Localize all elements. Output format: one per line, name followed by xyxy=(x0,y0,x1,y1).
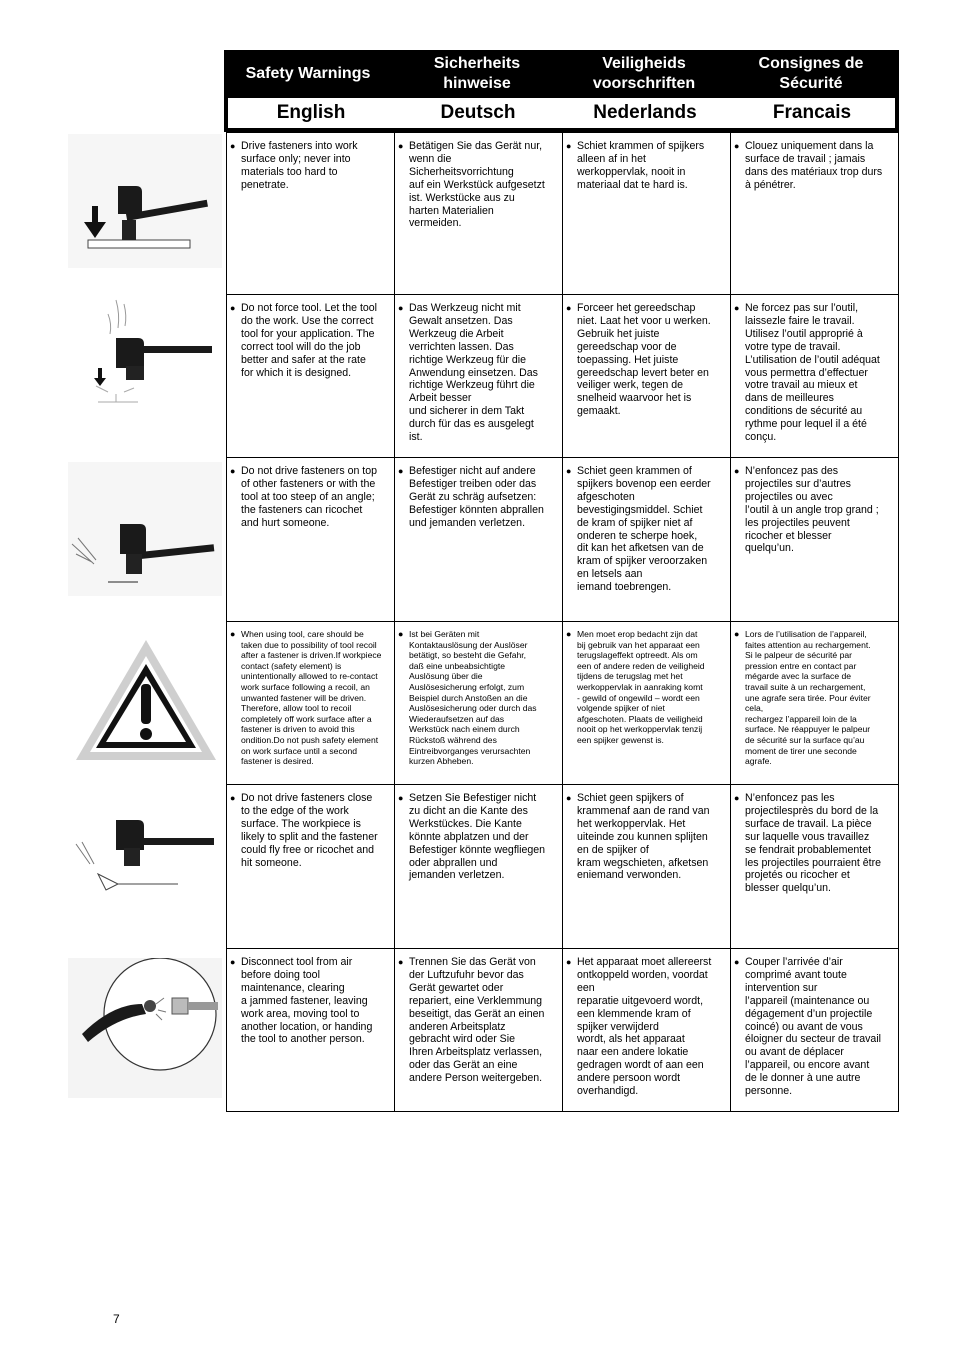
stapler-ricochet-illustration xyxy=(68,462,222,596)
cell-en xyxy=(227,785,395,949)
cell-en xyxy=(227,133,395,295)
warning-text: Das Werkzeug nicht mit Gewalt ansetzen. Das Werkzeug die Arbeit verrichten lassen. Das richtige Werkzeug für die Anwendung einsetzen. Das richtige Werkzeug führt die Arbeit besser und sicherer in dem Takt durch für das es ausgelegt ist. xyxy=(409,302,538,444)
warning-text: Ne forcez pas sur l’outil, laissezle faire le travail. Utilisez l’outil approprié à votre type de travail. L’utilisation de l’outil adéquat vous permettra d’effectuer votre travail au mieux et dans de meilleures conditions de sécurité au rythme pour lequel il a été conçu. xyxy=(745,302,880,444)
warning-text: Men moet erop bedacht zijn dat bij gebruik van het apparaat een terugslageffekt optreedt. Als om een of andere reden de veiligheid tijdens de terugslag met het werkoppervlak in aanraking komt - gewild of ongewild – wordt een volgende spijker of niet afgeschoten. Plaats de veiligheid nooit op het werkoppervlak tenzij een spijker gewenst is. xyxy=(577,629,705,745)
bullet-icon: ● xyxy=(230,957,236,967)
cell-de xyxy=(395,622,563,785)
cell-nl xyxy=(563,949,731,1112)
cell-nl xyxy=(563,622,731,785)
table-row xyxy=(227,949,899,1112)
warning-text: Do not drive fasteners close to the edge of the work surface. The workpiece is likely to split and the fastener could fly free or ricochet and hit someone. xyxy=(241,792,378,869)
warning-text: Drive fasteners into work surface only; never into materials too hard to penetrate. xyxy=(241,140,358,191)
warning-text: Forceer het gereedschap niet. Laat het voor u werken. Gebruik het juiste gereedschap voor de toepassing. Het juiste gereedschap levert beter en veiliger werk, tegen de snelheid waarvoor het is gemaakt. xyxy=(577,302,711,418)
warning-text: Trennen Sie das Gerät von der Luftzufuhr bevor das Gerät gewartet oder repariert, eine Verklemmung beseitigt, das Gerät an einen anderen Arbeitsplatz gebracht wird oder Sie Ihren Arbeitsplatz verlassen, oder das Gerät an eine andere Person weitergeben. xyxy=(409,956,545,1085)
cell-fr xyxy=(731,785,899,949)
table-row xyxy=(227,622,899,785)
table-row xyxy=(227,295,899,458)
bullet-icon: ● xyxy=(734,957,740,967)
header-title-nl: Veiligheids voorschriften xyxy=(592,55,696,92)
language-row xyxy=(228,98,895,128)
warning-text: Befestiger nicht auf andere Befestiger treiben oder das Gerät zu schräg aufsetzen: Befestiger könnten abprallen und jemanden verletzen. xyxy=(409,465,544,529)
cell-nl xyxy=(563,458,731,622)
bullet-icon: ● xyxy=(734,303,740,313)
cell-en xyxy=(227,458,395,622)
cell-fr xyxy=(731,133,899,295)
bullet-icon: ● xyxy=(398,141,404,151)
bullet-icon: ● xyxy=(566,141,572,151)
warning-text: Ist bei Geräten mit Kontaktauslösung der Auslöser betätigt, so besteht die Gefahr, daß eine unbeabsichtigte Auslösung über die Auslösesicherung erfolgt, zum Beispiel durch Anstoßen an die Auslösesicherung oder durch das Wiederaufsetzen auf das Werkstück nach einem durch Rückstoß während des Eintreibvorganges verursachten kurzen Abheben. xyxy=(409,629,537,767)
warning-text: Do not drive fasteners on top of other fasteners or with the tool at too steep of an angle; the fasteners can ricochet and hurt someone. xyxy=(241,465,378,529)
bullet-icon: ● xyxy=(566,793,572,803)
warning-text: Clouez uniquement dans la surface de travail ; jamais dans des matériaux trop durs à pénétrer. xyxy=(745,140,883,191)
bullet-icon: ● xyxy=(398,793,404,803)
warning-text: Schiet geen krammen of spijkers bovenop een eerder afgeschoten bevestigingsmiddel. Schiet de kram of spijker niet af onderen te scherpe hoek, dit kan het afketsen van de kram of spijker veroorzaken en letsels aan iemand toebrengen. xyxy=(577,465,711,594)
bullet-icon: ● xyxy=(398,629,404,639)
warning-triangle-icon xyxy=(68,634,222,768)
warning-text: Setzen Sie Befestiger nicht zu dicht an die Kante des Werkstückes. Die Kante könnte abplatzen und der Befestiger könnte wegfliegen oder abprallen und jemanden verletzen. xyxy=(409,792,546,882)
warning-text: Schiet krammen of spijkers alleen af in het werkoppervlak, nooit in materiaal dat te hard is. xyxy=(577,140,705,191)
warning-text: N’enfoncez pas des projectiles sur d’autres projectiles ou avec l’outil à un angle trop grand ; les projectiles peuvent ricocher et blesser quelqu’un. xyxy=(745,465,879,555)
warning-text: Het apparaat moet allereerst ontkoppeld worden, voordat een reparatie uitgevoerd wordt, een klemmende kram of spijker verwijderd wordt, als het apparaat naar een andere lokatie gedragen wordt of aan een andere persoon wordt overhandigd. xyxy=(577,956,712,1098)
warning-text: Disconnect tool from air before doing tool maintenance, clearing a jammed fastener, leaving work area, moving tool to another location, or handing the tool to another person. xyxy=(241,956,373,1046)
bullet-icon: ● xyxy=(566,303,572,313)
bullet-icon: ● xyxy=(230,466,236,476)
warning-text: Couper l’arrivée d’air comprimé avant toute intervention sur l’appareil (maintenance ou dégagement d’un projectile coincé) ou avant de vous éloigner du secteur de travail ou avant de déplacer l’appareil, ou encore avant de le donner à une autre personne. xyxy=(745,956,882,1098)
bullet-icon: ● xyxy=(230,629,236,639)
cell-de xyxy=(395,295,563,458)
header-title-fr: Consignes de Sécurité xyxy=(758,55,864,92)
language-fr: Francais xyxy=(772,102,852,123)
bullet-icon: ● xyxy=(566,957,572,967)
cell-de xyxy=(395,949,563,1112)
warning-text: When using tool, care should be taken due to possibility of tool recoil after a fastener is driven.If workpiece contact (safety element) is unintentionally allowed to re-contact work surface following a recoil, an unwanted fastener will be driven. Therefore, allow tool to recoil completely off work surface after a fastener is driven to avoid this ondition.Do not push safety element on work surface until a second fastener is desired. xyxy=(241,629,382,767)
bullet-icon: ● xyxy=(734,793,740,803)
page-number: 7 xyxy=(113,1312,120,1326)
language-de: Deutsch xyxy=(440,102,516,123)
cell-en xyxy=(227,295,395,458)
bullet-icon: ● xyxy=(734,466,740,476)
header-title-en: Safety Warnings xyxy=(245,65,371,82)
header-title-de: Sicherheits hinweise xyxy=(433,55,521,92)
cell-fr xyxy=(731,295,899,458)
stapler-edge-split-illustration xyxy=(68,790,222,924)
do-not-force-tool-illustration xyxy=(68,294,222,428)
cell-nl xyxy=(563,785,731,949)
cell-en xyxy=(227,622,395,785)
bullet-icon: ● xyxy=(230,793,236,803)
table-row xyxy=(227,133,899,295)
bullet-icon: ● xyxy=(230,141,236,151)
cell-de xyxy=(395,133,563,295)
cell-nl xyxy=(563,133,731,295)
warning-text: Schiet geen spijkers of krammenaf aan de rand van het werkoppervlak. Het uiteinde zou kunnen splijten en de spijker of kram wegschieten, afketsen eniemand verwonden. xyxy=(577,792,710,882)
safety-warnings-table xyxy=(226,132,899,1112)
bullet-icon: ● xyxy=(398,466,404,476)
cell-fr xyxy=(731,949,899,1112)
cell-en xyxy=(227,949,395,1112)
language-en: English xyxy=(276,102,346,123)
cell-de xyxy=(395,785,563,949)
bullet-icon: ● xyxy=(398,303,404,313)
warning-text: Do not force tool. Let the tool do the work. Use the correct tool for your application. The correct tool will do the job better and safer at the rate for which it is designed. xyxy=(241,302,378,379)
disconnect-air-hose-illustration xyxy=(68,958,222,1098)
cell-nl xyxy=(563,295,731,458)
warning-text: N’enfoncez pas les projectilesprès du bord de la surface de travail. La pièce sur laquelle vous travaillez se fendrait probablementet les projectiles pourraient être projetés ou ricocher et blesser quelqu’un. xyxy=(745,792,882,895)
table-row xyxy=(227,785,899,949)
table-header xyxy=(224,50,899,132)
bullet-icon: ● xyxy=(566,466,572,476)
warning-text: Lors de l’utilisation de l’appareil, faites attention au rechargement. Si le palpeur de sécurité par pression entre en contact par mégarde avec la surface de travail suite à un rechargement, une agrafe sera tirée. Pour éviter cela, rechargez l’appareil loin de la surface. Ne réappuyer le palpeur de sécurité sur la surface qu’au moment de tirer une seconde agrafe. xyxy=(745,629,871,767)
bullet-icon: ● xyxy=(398,957,404,967)
bullet-icon: ● xyxy=(734,629,740,639)
cell-fr xyxy=(731,622,899,785)
cell-fr xyxy=(731,458,899,622)
cell-de xyxy=(395,458,563,622)
bullet-icon: ● xyxy=(734,141,740,151)
stapler-on-surface-illustration xyxy=(68,134,222,268)
bullet-icon: ● xyxy=(230,303,236,313)
warning-text: Betätigen Sie das Gerät nur, wenn die Sicherheitsvorrichtung auf ein Werkstück aufgesetzt ist. Werkstücke aus zu harten Materialien vermeiden. xyxy=(409,140,545,230)
table-row xyxy=(227,458,899,622)
bullet-icon: ● xyxy=(566,629,572,639)
language-nl: Nederlands xyxy=(593,102,697,123)
